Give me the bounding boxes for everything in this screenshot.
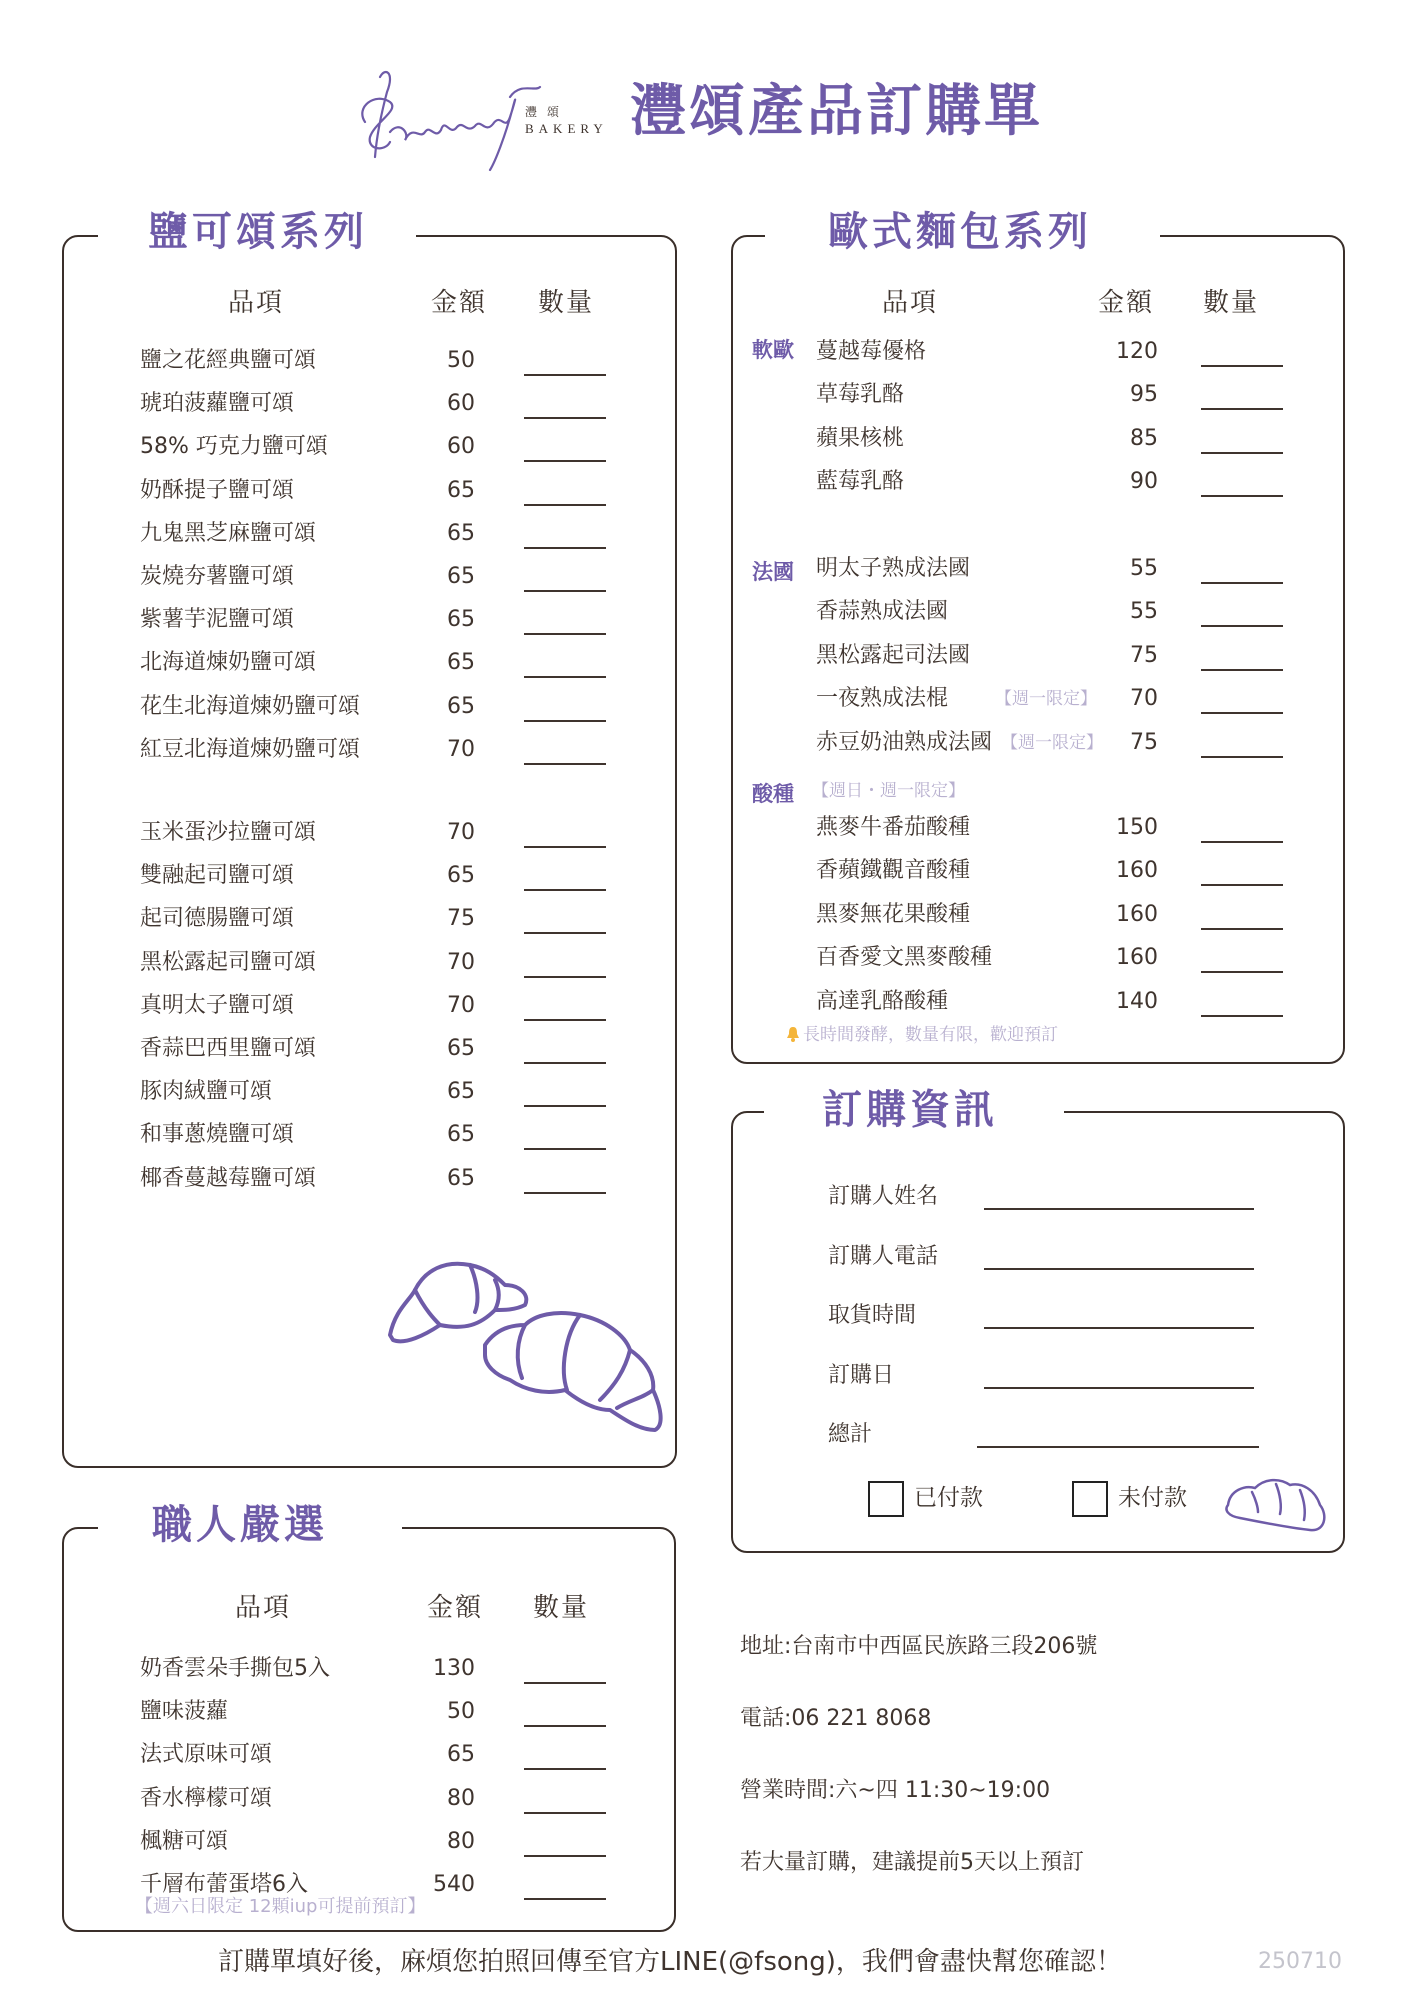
- item-name: 雙融起司鹽可頌: [140, 863, 295, 889]
- logo-chinese-name: 灃頌: [525, 105, 570, 119]
- paid-label: 已付款: [914, 1485, 983, 1511]
- quantity-field[interactable]: [524, 676, 606, 678]
- table-row: [0, 1695, 1414, 1729]
- item-price: 50: [447, 1699, 475, 1725]
- fermentation-note: 長時間發酵，數量有限，歡迎預訂: [803, 1025, 1058, 1045]
- quantity-field[interactable]: [524, 1682, 606, 1684]
- paid-checkbox[interactable]: [868, 1481, 904, 1517]
- footer-message: 訂購單填好後，麻煩您拍照回傳至官方LINE(@fsong)，我們會盡快幫您確認！: [218, 1947, 1122, 1977]
- egg-tart-note: 【週六日限定 12顆iup可提前預訂】: [135, 1896, 426, 1917]
- quantity-field[interactable]: [524, 1855, 606, 1857]
- item-name: 琥珀菠蘿鹽可頌: [140, 391, 295, 417]
- item-name: 香水檸檬可頌: [140, 1785, 273, 1811]
- quantity-field[interactable]: [524, 1148, 606, 1150]
- column-header-item: 品項: [228, 288, 285, 318]
- item-price: 75: [1130, 642, 1158, 668]
- store-hours: 營業時間:六~四 11:30~19:00: [740, 1778, 1051, 1803]
- item-price: 160: [1116, 945, 1158, 971]
- item-price: 70: [447, 949, 475, 975]
- item-price: 50: [447, 348, 475, 373]
- quantity-field[interactable]: [524, 1105, 606, 1107]
- item-price: 65: [447, 564, 475, 589]
- item-name: 黑麥無花果酸種: [816, 901, 971, 927]
- table-row: [0, 595, 1414, 629]
- quantity-field[interactable]: [524, 846, 606, 848]
- table-row: [0, 941, 1414, 975]
- form-input-line[interactable]: [977, 1446, 1259, 1448]
- table-row: [0, 1825, 1414, 1859]
- item-name: 香蒜熟成法國: [816, 599, 949, 625]
- form-input-line[interactable]: [984, 1327, 1254, 1329]
- order-info-title: 訂購資訊: [822, 1087, 998, 1133]
- item-price: 120: [1116, 339, 1158, 364]
- item-price: 65: [447, 1036, 475, 1061]
- table-row: [0, 1738, 1414, 1772]
- item-price: 70: [1130, 686, 1158, 712]
- category-french: 法國: [752, 560, 794, 584]
- item-name: 起司德腸鹽可頌: [140, 906, 295, 932]
- item-availability-note: 【週一限定】: [995, 689, 1097, 710]
- item-name: 奶酥提子鹽可頌: [140, 477, 295, 503]
- quantity-field[interactable]: [524, 1019, 606, 1021]
- column-header-qty: 數量: [538, 288, 595, 318]
- item-name: 蘋果核桃: [816, 425, 905, 451]
- item-name: 高達乳酪酸種: [816, 988, 949, 1014]
- table-row: [0, 1652, 1414, 1686]
- table-row: [0, 639, 1414, 673]
- item-price: 140: [1116, 988, 1158, 1014]
- item-name: 明太子熟成法國: [816, 556, 971, 581]
- item-name: 藍莓乳酪: [816, 469, 905, 495]
- item-price: 65: [447, 1122, 475, 1148]
- item-name: 椰香蔓越莓鹽可頌: [140, 1165, 317, 1191]
- quantity-field[interactable]: [524, 590, 606, 592]
- item-price: 65: [447, 477, 475, 503]
- page-title: 灃頌產品訂購單: [630, 79, 1043, 144]
- form-label: 訂購日: [828, 1362, 895, 1388]
- salt-croissant-title: 鹽可頌系列: [148, 209, 368, 255]
- store-address: 地址:台南市中西區民族路三段206號: [740, 1634, 1098, 1659]
- quantity-field[interactable]: [1201, 582, 1283, 584]
- column-header-item: 品項: [235, 1593, 292, 1623]
- quantity-field[interactable]: [1201, 495, 1283, 497]
- item-name: 和事蔥燒鹽可頌: [140, 1122, 295, 1148]
- artisan-title: 職人嚴選: [152, 1502, 328, 1548]
- quantity-field[interactable]: [524, 1812, 606, 1814]
- item-name: 赤豆奶油熟成法國: [816, 729, 993, 755]
- quantity-field[interactable]: [524, 1725, 606, 1727]
- form-label: 總計: [828, 1422, 873, 1447]
- item-price: 75: [447, 906, 475, 932]
- item-price: 65: [447, 520, 475, 546]
- item-price: 160: [1116, 901, 1158, 927]
- bread-loaf-illustration: [1220, 1470, 1330, 1540]
- quantity-field[interactable]: [524, 889, 606, 891]
- item-name: 香蒜巴西里鹽可頌: [140, 1036, 317, 1061]
- unpaid-checkbox[interactable]: [1072, 1481, 1108, 1517]
- item-price: 65: [447, 693, 475, 719]
- item-name: 香蘋鐵觀音酸種: [816, 858, 971, 884]
- item-name: 一夜熟成法棍: [816, 686, 949, 712]
- version-code: 250710: [1258, 1949, 1342, 1974]
- item-price: 60: [447, 391, 475, 417]
- item-name: 鹽之花經典鹽可頌: [140, 348, 317, 373]
- item-price: 70: [447, 736, 475, 762]
- unpaid-label: 未付款: [1118, 1485, 1187, 1511]
- quantity-field[interactable]: [1201, 365, 1283, 367]
- table-row: [0, 854, 1414, 888]
- quantity-field[interactable]: [524, 460, 606, 462]
- quantity-field[interactable]: [1201, 756, 1283, 758]
- column-header-price: 金額: [1098, 288, 1155, 318]
- quantity-field[interactable]: [524, 504, 606, 506]
- item-name: 黑松露起司法國: [816, 642, 971, 668]
- item-name: 花生北海道煉奶鹽可頌: [140, 693, 361, 719]
- item-name: 黑松露起司鹽可頌: [140, 949, 317, 975]
- item-price: 55: [1130, 599, 1158, 625]
- quantity-field[interactable]: [1201, 884, 1283, 886]
- item-price: 65: [447, 607, 475, 633]
- item-name: 百香愛文黑麥酸種: [816, 945, 993, 971]
- item-price: 60: [447, 434, 475, 460]
- item-price: 540: [433, 1872, 475, 1897]
- column-header-qty: 數量: [533, 1593, 590, 1623]
- column-header-item: 品項: [882, 288, 939, 318]
- item-name: 58% 巧克力鹽可頌: [140, 434, 328, 460]
- quantity-field[interactable]: [524, 633, 606, 635]
- table-row: [0, 726, 1414, 760]
- quantity-field[interactable]: [524, 932, 606, 934]
- quantity-field[interactable]: [1201, 712, 1283, 714]
- table-row: [0, 898, 1414, 932]
- quantity-field[interactable]: [1201, 928, 1283, 930]
- form-label: 取貨時間: [828, 1303, 917, 1328]
- european-bread-title: 歐式麵包系列: [828, 209, 1092, 255]
- quantity-field[interactable]: [524, 763, 606, 765]
- form-label: 訂購人姓名: [828, 1184, 939, 1209]
- table-row: [0, 682, 1414, 716]
- quantity-field[interactable]: [524, 1062, 606, 1064]
- item-name: 楓糖可頌: [140, 1828, 229, 1854]
- column-header-qty: 數量: [1203, 288, 1260, 318]
- table-row: [0, 1075, 1414, 1109]
- item-name: 炭燒夯薯鹽可頌: [140, 564, 295, 589]
- quantity-field[interactable]: [1201, 1015, 1283, 1017]
- table-row: [0, 465, 1414, 499]
- item-price: 70: [447, 820, 475, 845]
- quantity-field[interactable]: [1201, 452, 1283, 454]
- item-name: 法式原味可頌: [140, 1742, 273, 1768]
- form-input-line[interactable]: [984, 1208, 1254, 1210]
- item-price: 65: [447, 650, 475, 676]
- item-price: 80: [447, 1828, 475, 1854]
- item-name: 真明太子鹽可頌: [140, 992, 295, 1018]
- quantity-field[interactable]: [524, 417, 606, 419]
- quantity-field[interactable]: [524, 720, 606, 722]
- fountsong-logo-script: [345, 62, 545, 172]
- quantity-field[interactable]: [524, 976, 606, 978]
- table-row: [0, 335, 1414, 369]
- quantity-field[interactable]: [1201, 841, 1283, 843]
- item-name: 紅豆北海道煉奶鹽可頌: [140, 736, 361, 762]
- quantity-field[interactable]: [524, 374, 606, 376]
- item-price: 75: [1130, 729, 1158, 755]
- item-name: 豚肉絨鹽可頌: [140, 1079, 273, 1105]
- item-price: 160: [1116, 858, 1158, 884]
- logo-bakery-text: BAKERY: [525, 121, 608, 136]
- item-price: 55: [1130, 556, 1158, 581]
- bell-icon: [786, 1026, 800, 1042]
- item-price: 70: [447, 992, 475, 1018]
- item-name: 奶香雲朵手撕包5入: [140, 1656, 330, 1681]
- item-name: 草莓乳酪: [816, 382, 905, 408]
- form-input-line[interactable]: [984, 1268, 1254, 1270]
- item-price: 65: [447, 1079, 475, 1105]
- item-price: 85: [1130, 425, 1158, 451]
- form-label: 訂購人電話: [828, 1243, 939, 1269]
- item-name: 蔓越莓優格: [816, 339, 927, 364]
- quantity-field[interactable]: [1201, 408, 1283, 410]
- table-row: [0, 811, 1414, 845]
- item-price: 95: [1130, 382, 1158, 408]
- form-input-line[interactable]: [984, 1387, 1254, 1389]
- item-name: 紫薯芋泥鹽可頌: [140, 607, 295, 633]
- table-row: [0, 422, 1414, 456]
- sourdough-availability-note: 【週日・週一限定】: [812, 781, 965, 801]
- bulk-order-note: 若大量訂購，建議提前5天以上預訂: [740, 1850, 1084, 1875]
- item-price: 90: [1130, 469, 1158, 495]
- item-name: 九鬼黑芝麻鹽可頌: [140, 520, 317, 546]
- table-row: [0, 985, 1414, 1019]
- quantity-field[interactable]: [1201, 669, 1283, 671]
- item-price: 150: [1116, 815, 1158, 840]
- quantity-field[interactable]: [524, 1768, 606, 1770]
- store-phone: 電話:06 221 8068: [740, 1706, 932, 1731]
- item-price: 65: [447, 1742, 475, 1768]
- table-row: [0, 378, 1414, 412]
- quantity-field[interactable]: [1201, 971, 1283, 973]
- quantity-field[interactable]: [524, 1192, 606, 1194]
- croissant-illustration: [385, 1240, 675, 1440]
- quantity-field[interactable]: [524, 1898, 606, 1900]
- column-header-price: 金額: [431, 288, 488, 318]
- item-name: 燕麥牛番茄酸種: [816, 815, 971, 840]
- item-price: 65: [447, 1165, 475, 1191]
- item-name: 玉米蛋沙拉鹽可頌: [140, 820, 317, 845]
- item-name: 千層布蕾蛋塔6入: [140, 1872, 308, 1897]
- item-name: 北海道煉奶鹽可頌: [140, 650, 317, 676]
- table-row: [0, 552, 1414, 586]
- column-header-price: 金額: [427, 1593, 484, 1623]
- quantity-field[interactable]: [524, 547, 606, 549]
- item-price: 65: [447, 863, 475, 889]
- quantity-field[interactable]: [1201, 625, 1283, 627]
- item-availability-note: 【週一限定】: [1001, 732, 1103, 753]
- category-sourdough: 酸種: [752, 782, 794, 806]
- item-price: 80: [447, 1785, 475, 1811]
- item-name: 鹽味菠蘿: [140, 1699, 229, 1725]
- category-soft-european: 軟歐: [752, 338, 794, 362]
- item-price: 130: [433, 1656, 475, 1681]
- table-row: [0, 1782, 1414, 1816]
